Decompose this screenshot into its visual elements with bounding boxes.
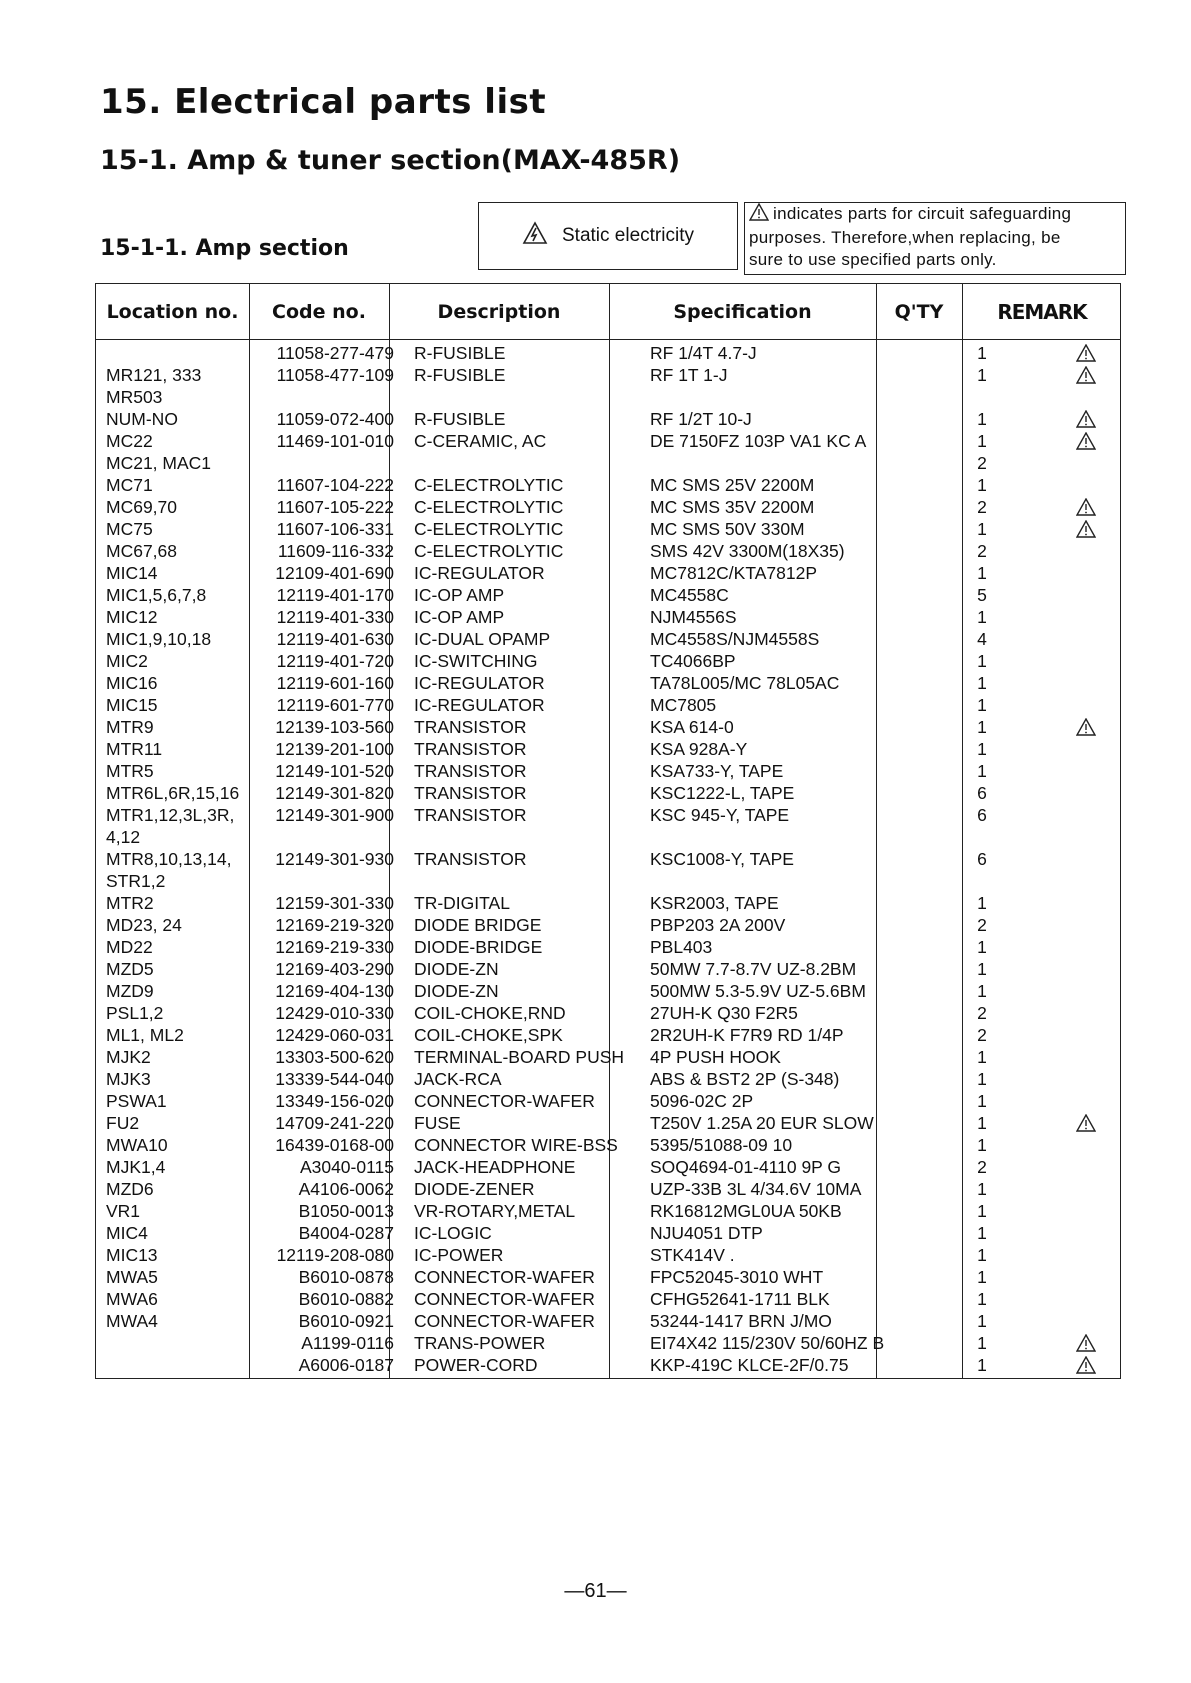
cell-qty: 1 <box>977 673 987 693</box>
cell-location: MIC16 <box>106 673 158 693</box>
cell-location: NUM-NO <box>106 409 178 429</box>
cell-specification: KSA 614-0 <box>650 717 734 737</box>
cell-code: 12169-404-130 <box>275 981 394 1001</box>
cell-description: TRANSISTOR <box>414 739 527 759</box>
cell-specification: FPC52045-3010 WHT <box>650 1267 824 1287</box>
cell-qty: 2 <box>977 1157 987 1177</box>
cell-specification: 50MW 7.7-8.7V UZ-8.2BM <box>650 959 857 979</box>
cell-specification: KSA 928A-Y <box>650 739 748 759</box>
cell-location: STR1,2 <box>106 871 166 891</box>
cell-description: VR-ROTARY,METAL <box>414 1201 576 1221</box>
cell-code: 12119-601-770 <box>276 695 394 715</box>
cell-specification: STK414V . <box>650 1245 735 1265</box>
cell-description: DIODE BRIDGE <box>414 915 542 935</box>
cell-code: 12169-403-290 <box>275 959 394 979</box>
cell-specification: RF 1/2T 10-J <box>650 409 752 429</box>
cell-qty: 1 <box>977 937 987 957</box>
cell-description: TRANSISTOR <box>414 761 527 781</box>
safeguard-note <box>744 202 1126 275</box>
header-location: Location no. <box>106 300 239 323</box>
cell-location: MJK3 <box>106 1069 151 1089</box>
cell-code: B6010-0882 <box>298 1289 394 1309</box>
page-title: 15. Electrical parts list <box>100 82 547 122</box>
cell-code: 12159-301-330 <box>275 893 394 913</box>
cell-qty: 1 <box>977 563 987 583</box>
cell-location: MTR6L,6R,15,16 <box>106 783 240 803</box>
cell-qty: 1 <box>977 1289 987 1309</box>
cell-qty: 1 <box>977 475 987 495</box>
cell-location: MTR9 <box>106 717 154 737</box>
cell-specification: DE 7150FZ 103P VA1 KC A <box>650 431 867 451</box>
note-line-1: indicates parts for circuit safeguarding <box>773 204 1072 223</box>
cell-location: MJK1,4 <box>106 1157 166 1177</box>
cell-specification: PBL403 <box>650 937 713 957</box>
cell-qty: 2 <box>977 1003 987 1023</box>
cell-specification: MC SMS 25V 2200M <box>650 475 815 495</box>
safety-warning-icon <box>1056 520 1116 543</box>
cell-description: IC-OP AMP <box>414 607 505 627</box>
cell-location: MD22 <box>106 937 153 957</box>
cell-specification: ABS & BST2 2P (S-348) <box>650 1069 840 1089</box>
cell-location: MWA6 <box>106 1289 158 1309</box>
cell-description: IC-SWITCHING <box>414 651 538 671</box>
cell-qty: 1 <box>977 607 987 627</box>
cell-description: JACK-RCA <box>414 1069 502 1089</box>
cell-description: FUSE <box>414 1113 461 1133</box>
cell-location: MIC1,5,6,7,8 <box>106 585 207 605</box>
cell-qty: 1 <box>977 1311 987 1331</box>
cell-qty: 1 <box>977 1135 987 1155</box>
cell-code: 12119-208-080 <box>276 1245 394 1265</box>
parts-table <box>95 283 1121 1379</box>
cell-description: IC-REGULATOR <box>414 695 545 715</box>
cell-code: 12149-301-820 <box>275 783 394 803</box>
header-code: Code no. <box>272 300 366 323</box>
cell-description: TRANS-POWER <box>414 1333 546 1353</box>
cell-specification: MC4558C <box>650 585 729 605</box>
cell-specification: MC7805 <box>650 695 717 715</box>
cell-specification: KKP-419C KLCE-2F/0.75 <box>650 1355 849 1375</box>
cell-description: R-FUSIBLE <box>414 409 506 429</box>
cell-specification: 27UH-K Q30 F2R5 <box>650 1003 798 1023</box>
cell-code: 14709-241-220 <box>275 1113 394 1133</box>
cell-specification: PBP203 2A 200V <box>650 915 786 935</box>
cell-code: 13303-500-620 <box>275 1047 394 1067</box>
cell-code: 12169-219-320 <box>275 915 394 935</box>
cell-qty: 2 <box>977 1025 987 1045</box>
cell-specification: CFHG52641-1711 BLK <box>650 1289 830 1309</box>
header-qty: Q'TY <box>894 300 944 323</box>
cell-code: 12119-401-720 <box>276 651 394 671</box>
cell-qty: 1 <box>977 1047 987 1067</box>
cell-specification: MC SMS 50V 330M <box>650 519 805 539</box>
cell-qty: 1 <box>977 717 987 737</box>
cell-code: 12149-101-520 <box>275 761 394 781</box>
cell-qty: 1 <box>977 1201 987 1221</box>
cell-qty: 1 <box>977 1245 987 1265</box>
cell-qty: 1 <box>977 1113 987 1133</box>
cell-qty: 2 <box>977 541 987 561</box>
cell-qty: 1 <box>977 695 987 715</box>
cell-qty: 1 <box>977 1179 987 1199</box>
cell-location: MZD5 <box>106 959 154 979</box>
cell-specification: 53244-1417 BRN J/MO <box>650 1311 832 1331</box>
cell-specification: TC4066BP <box>650 651 736 671</box>
cell-specification: KSC 945-Y, TAPE <box>650 805 790 825</box>
safety-warning-icon <box>1056 718 1116 741</box>
cell-specification: KSC1222-L, TAPE <box>650 783 795 803</box>
cell-specification: NJU4051 DTP <box>650 1223 763 1243</box>
cell-description: IC-POWER <box>414 1245 504 1265</box>
cell-specification: 500MW 5.3-5.9V UZ-5.6BM <box>650 981 866 1001</box>
cell-code: 12139-103-560 <box>275 717 394 737</box>
cell-specification: MC7812C/KTA7812P <box>650 563 817 583</box>
cell-specification: EI74X42 115/230V 50/60HZ B <box>650 1333 885 1353</box>
cell-location: MWA10 <box>106 1135 168 1155</box>
cell-description: DIODE-ZENER <box>414 1179 535 1199</box>
cell-specification: MC SMS 35V 2200M <box>650 497 815 517</box>
cell-code: 11469-101-010 <box>276 431 394 451</box>
cell-description: TRANSISTOR <box>414 783 527 803</box>
header-remark: REMARK <box>997 299 1087 324</box>
cell-code: 16439-0168-00 <box>275 1135 394 1155</box>
cell-location: MWA4 <box>106 1311 158 1331</box>
cell-qty: 1 <box>977 1091 987 1111</box>
cell-code: 12149-301-930 <box>275 849 394 869</box>
cell-location: MIC4 <box>106 1223 148 1243</box>
note-line-2: purposes. Therefore,when replacing, be <box>749 228 1061 247</box>
cell-location: 4,12 <box>106 827 141 847</box>
cell-description: CONNECTOR-WAFER <box>414 1311 595 1331</box>
cell-qty: 1 <box>977 651 987 671</box>
cell-description: C-ELECTROLYTIC <box>414 497 564 517</box>
cell-code: A6006-0187 <box>298 1355 394 1375</box>
cell-location: MIC14 <box>106 563 158 583</box>
cell-location: MC67,68 <box>106 541 178 561</box>
cell-code: 11607-105-222 <box>276 497 394 517</box>
cell-specification: KSR2003, TAPE <box>650 893 779 913</box>
cell-qty: 5 <box>977 585 987 605</box>
cell-specification: SOQ4694-01-4110 9P G <box>650 1157 842 1177</box>
cell-location: MTR1,12,3L,3R, <box>106 805 235 825</box>
cell-qty: 1 <box>977 1069 987 1089</box>
cell-code: B1050-0013 <box>298 1201 394 1221</box>
cell-code: 12429-060-031 <box>275 1025 394 1045</box>
cell-description: C-CERAMIC, AC <box>414 431 547 451</box>
cell-location: MTR8,10,13,14, <box>106 849 232 869</box>
cell-qty: 2 <box>977 915 987 935</box>
cell-description: IC-REGULATOR <box>414 563 545 583</box>
cell-location: PSWA1 <box>106 1091 167 1111</box>
cell-qty: 1 <box>977 343 987 363</box>
cell-description: C-ELECTROLYTIC <box>414 541 564 561</box>
cell-location: MWA5 <box>106 1267 158 1287</box>
cell-location: MC69,70 <box>106 497 178 517</box>
cell-location: MIC1,9,10,18 <box>106 629 212 649</box>
cell-qty: 4 <box>977 629 987 649</box>
cell-qty: 6 <box>977 783 987 803</box>
cell-qty: 1 <box>977 1355 987 1375</box>
cell-qty: 1 <box>977 959 987 979</box>
cell-code: 11059-072-400 <box>276 409 394 429</box>
cell-code: 12109-401-690 <box>275 563 394 583</box>
warning-triangle-icon <box>749 203 769 227</box>
cell-description: IC-OP AMP <box>414 585 505 605</box>
cell-code: 12119-401-330 <box>276 607 394 627</box>
cell-location: PSL1,2 <box>106 1003 164 1023</box>
cell-description: TRANSISTOR <box>414 805 527 825</box>
cell-location: FU2 <box>106 1113 140 1133</box>
cell-description: R-FUSIBLE <box>414 365 506 385</box>
cell-description: IC-LOGIC <box>414 1223 492 1243</box>
cell-qty: 1 <box>977 1223 987 1243</box>
cell-code: 11058-477-109 <box>276 365 394 385</box>
safety-warning-icon <box>1056 410 1116 433</box>
cell-description: COIL-CHOKE,RND <box>414 1003 566 1023</box>
subsection-title: 15-1-1. Amp section <box>100 236 349 261</box>
cell-location: MZD6 <box>106 1179 154 1199</box>
safety-warning-icon <box>1056 498 1116 521</box>
cell-description: C-ELECTROLYTIC <box>414 475 564 495</box>
cell-description: DIODE-BRIDGE <box>414 937 543 957</box>
cell-specification: T250V 1.25A 20 EUR SLOW <box>650 1113 874 1133</box>
cell-code: 11058-277-479 <box>276 343 394 363</box>
cell-description: R-FUSIBLE <box>414 343 506 363</box>
cell-code: 12119-401-630 <box>276 629 394 649</box>
cell-qty: 1 <box>977 365 987 385</box>
safety-warning-icon <box>1056 344 1116 367</box>
cell-code: 12119-601-160 <box>276 673 394 693</box>
cell-code: B6010-0878 <box>298 1267 394 1287</box>
cell-code: 12149-301-900 <box>275 805 394 825</box>
cell-code: 12429-010-330 <box>275 1003 394 1023</box>
cell-description: TRANSISTOR <box>414 849 527 869</box>
cell-location: MIC15 <box>106 695 158 715</box>
cell-specification: 4P PUSH HOOK <box>650 1047 781 1067</box>
cell-specification: 5395/51088-09 10 <box>650 1135 793 1155</box>
static-electricity-label: Static electricity <box>562 225 694 246</box>
cell-code: 13339-544-040 <box>275 1069 394 1089</box>
cell-code: A4106-0062 <box>298 1179 394 1199</box>
safety-warning-icon <box>1056 1334 1116 1357</box>
cell-description: TR-DIGITAL <box>414 893 510 913</box>
cell-code: B4004-0287 <box>298 1223 394 1243</box>
cell-code: 12119-401-170 <box>276 585 394 605</box>
cell-description: COIL-CHOKE,SPK <box>414 1025 563 1045</box>
cell-specification: KSC1008-Y, TAPE <box>650 849 794 869</box>
cell-description: C-ELECTROLYTIC <box>414 519 564 539</box>
cell-code: 12169-219-330 <box>275 937 394 957</box>
cell-description: IC-REGULATOR <box>414 673 545 693</box>
cell-location: MR121, 333 <box>106 365 202 385</box>
cell-description: CONNECTOR-WAFER <box>414 1091 595 1111</box>
cell-location: VR1 <box>106 1201 141 1221</box>
cell-qty: 1 <box>977 1333 987 1353</box>
cell-description: JACK-HEADPHONE <box>414 1157 576 1177</box>
note-line-3: sure to use specified parts only. <box>749 250 997 269</box>
cell-description: CONNECTOR WIRE-BSS <box>414 1135 618 1155</box>
cell-specification: MC4558S/NJM4558S <box>650 629 820 649</box>
cell-code: A1199-0116 <box>301 1333 394 1353</box>
cell-location: MTR11 <box>106 739 163 759</box>
cell-qty: 2 <box>977 453 987 473</box>
cell-code: 11607-106-331 <box>276 519 394 539</box>
cell-code: B6010-0921 <box>298 1311 394 1331</box>
header-description: Description <box>437 300 561 323</box>
cell-qty: 6 <box>977 805 987 825</box>
cell-qty: 1 <box>977 409 987 429</box>
cell-location: MC75 <box>106 519 153 539</box>
cell-qty: 1 <box>977 893 987 913</box>
cell-qty: 1 <box>977 761 987 781</box>
cell-location: MJK2 <box>106 1047 151 1067</box>
section-title: 15-1. Amp & tuner section(MAX-485R) <box>100 145 681 176</box>
cell-location: MC21, MAC1 <box>106 453 212 473</box>
cell-qty: 1 <box>977 981 987 1001</box>
cell-specification: RK16812MGL0UA 50KB <box>650 1201 842 1221</box>
cell-specification: NJM4556S <box>650 607 737 627</box>
cell-location: MZD9 <box>106 981 154 1001</box>
cell-specification: 5096-02C 2P <box>650 1091 754 1111</box>
cell-location: MC22 <box>106 431 153 451</box>
safety-warning-icon <box>1056 1114 1116 1137</box>
cell-location: ML1, ML2 <box>106 1025 184 1045</box>
cell-qty: 1 <box>977 431 987 451</box>
header-specification: Specification <box>673 300 812 323</box>
cell-code: 12139-201-100 <box>275 739 394 759</box>
cell-location: MIC12 <box>106 607 158 627</box>
cell-specification: SMS 42V 3300M(18X35) <box>650 541 845 561</box>
static-electricity-box <box>478 202 738 270</box>
cell-description: DIODE-ZN <box>414 981 499 1001</box>
cell-code: 13349-156-020 <box>275 1091 394 1111</box>
cell-specification: RF 1T 1-J <box>650 365 728 385</box>
cell-qty: 2 <box>977 497 987 517</box>
cell-description: POWER-CORD <box>414 1355 538 1375</box>
cell-description: TERMINAL-BOARD PUSH <box>414 1047 625 1067</box>
cell-location: MC71 <box>106 475 153 495</box>
cell-qty: 1 <box>977 1267 987 1287</box>
cell-code: 11609-116-332 <box>277 541 394 561</box>
cell-qty: 1 <box>977 739 987 759</box>
cell-location: MR503 <box>106 387 163 407</box>
cell-description: DIODE-ZN <box>414 959 499 979</box>
safety-warning-icon <box>1056 366 1116 389</box>
cell-description: CONNECTOR-WAFER <box>414 1267 595 1287</box>
cell-code: A3040-0115 <box>299 1157 394 1177</box>
cell-specification: RF 1/4T 4.7-J <box>650 343 757 363</box>
safety-warning-icon <box>1056 432 1116 455</box>
cell-description: TRANSISTOR <box>414 717 527 737</box>
cell-description: CONNECTOR-WAFER <box>414 1289 595 1309</box>
cell-location: MIC13 <box>106 1245 158 1265</box>
cell-specification: UZP-33B 3L 4/34.6V 10MA <box>650 1179 862 1199</box>
cell-qty: 1 <box>977 519 987 539</box>
cell-specification: 2R2UH-K F7R9 RD 1/4P <box>650 1025 844 1045</box>
cell-qty: 6 <box>977 849 987 869</box>
cell-location: MD23, 24 <box>106 915 182 935</box>
warning-electric-icon <box>522 221 548 251</box>
cell-location: MIC2 <box>106 651 148 671</box>
cell-location: MTR2 <box>106 893 154 913</box>
page-number: —61— <box>564 1580 627 1602</box>
cell-location: MTR5 <box>106 761 154 781</box>
cell-code: 11607-104-222 <box>276 475 394 495</box>
cell-description: IC-DUAL OPAMP <box>414 629 551 649</box>
safety-warning-icon <box>1056 1356 1116 1379</box>
cell-specification: TA78L005/MC 78L05AC <box>650 673 840 693</box>
cell-specification: KSA733-Y, TAPE <box>650 761 784 781</box>
